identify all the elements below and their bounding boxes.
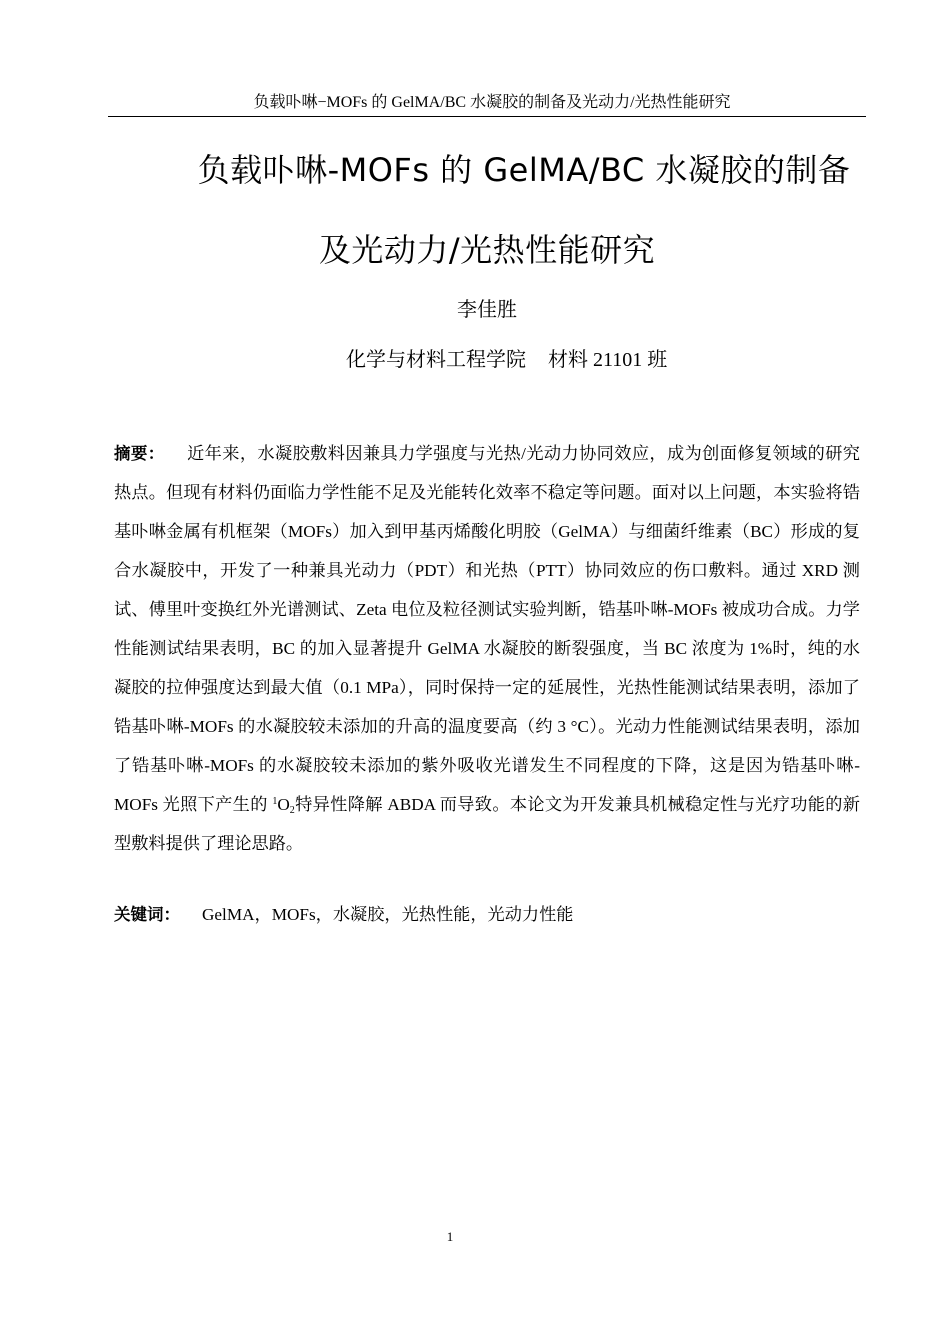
affiliation-class: 材料 21101 班 bbox=[548, 349, 668, 371]
header-rule bbox=[108, 116, 866, 117]
abstract-superscript: 1 bbox=[272, 796, 278, 807]
title-line-2: 及光动力/光热性能研究 bbox=[318, 231, 656, 269]
abstract-subscript: 2 bbox=[289, 805, 295, 816]
abstract-text-part2: 特异性降解 ABDA 而导致。本论文为开发兼具机械稳定性与光疗功能的新型敷料提供了理论思路。 bbox=[114, 795, 860, 853]
author-name: 李佳胜 bbox=[457, 299, 517, 321]
abstract-text-part1: 近年来，水凝胶敷料因兼具力学强度与光热/光动力协同效应，成为创面修复领域的研究热点。但现有材料仍面临力学性能不足及光能转化效率不稳定等问题。面对以上问题，本实验将锆基卟啉金属有机框架（MOFs）加入到甲基丙烯酸化明胶（GelMA）与细菌纤维素（BC）形成的复合水凝胶中，开发了一种兼具光动力（PDT）和光热（PTT）协同效应的伤口敷料。通过 XRD 测试、傅里叶变换红外光谱测试、Zeta 电位及粒径测试实验判断，锆基卟啉-MOFs 被成功合成。力学性能测试结果表明，BC 的加入显著提升 GelMA 水凝胶的断裂强度，当 BC 浓度为 1%时，纯的水凝胶的拉伸强度达到最大值（0.1 MPa），同时保持一定的延展性，光热性能测试结果表明，添加了锆基卟啉-MOFs 的水凝胶较未添加的升高的温度要高（约 3 °C）。光动力性能测试结果表明，添加了锆基卟啉-MOFs 的水凝胶较未添加的紫外吸收光谱发生不同程度的下降，这是因为锆基卟啉-MOFs 光照下产生的 bbox=[114, 444, 860, 814]
affiliation bbox=[346, 346, 667, 374]
keywords-label: 关键词： bbox=[114, 905, 180, 924]
keywords-text: GelMA，MOFs，水凝胶，光热性能，光动力性能 bbox=[202, 905, 574, 924]
page-number: 1 bbox=[446, 1229, 454, 1244]
running-header: 负载卟啉−MOFs 的 GelMA/BC 水凝胶的制备及光动力/光热性能研究 bbox=[253, 94, 731, 111]
title-line-1: 负载卟啉-MOFs 的 GelMA/BC 水凝胶的制备 bbox=[197, 151, 851, 189]
affiliation-school: 化学与材料工程学院 bbox=[346, 349, 526, 371]
abstract-species: O bbox=[277, 795, 290, 814]
keywords bbox=[114, 898, 860, 932]
abstract bbox=[114, 434, 860, 863]
abstract-label: 摘要： bbox=[114, 444, 165, 463]
